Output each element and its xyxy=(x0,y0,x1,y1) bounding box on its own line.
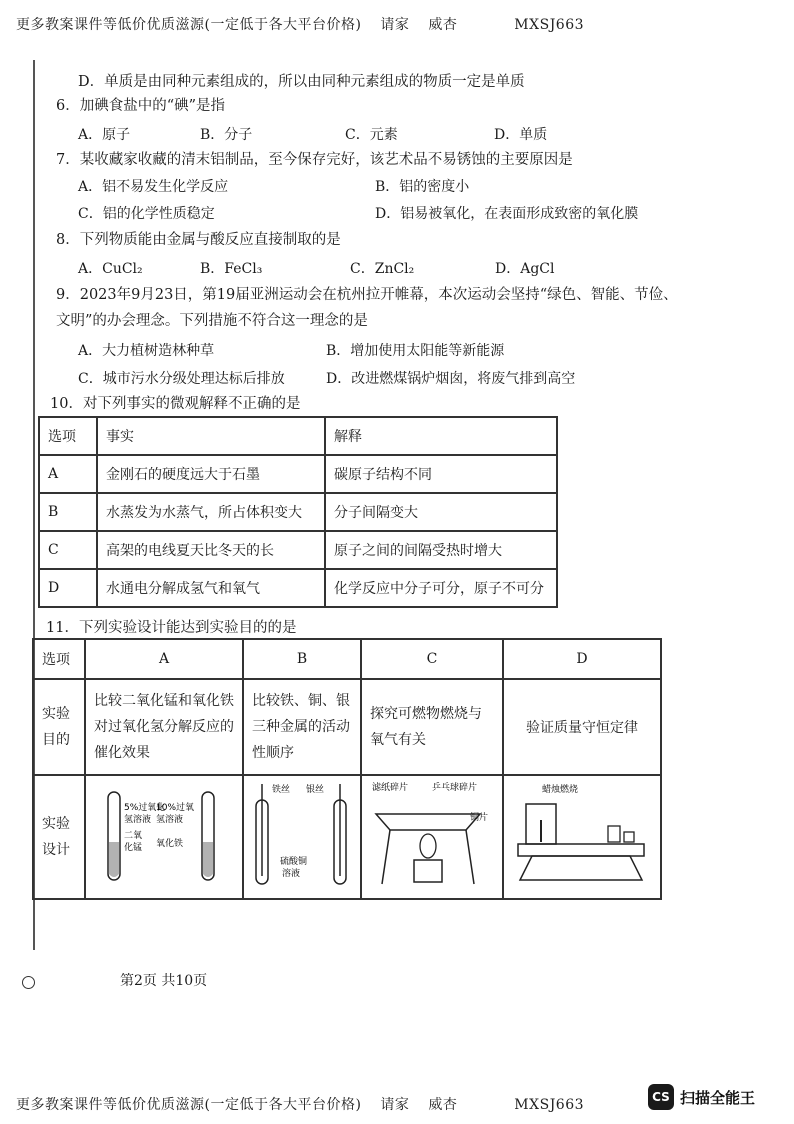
design-cell-a xyxy=(85,775,243,899)
q10-stem: 10．对下列事实的微观解释不正确的是 xyxy=(50,396,301,412)
table-cell: 金刚石的硬度远大于石墨 xyxy=(97,455,325,493)
q11-table xyxy=(32,638,662,900)
q6-option-b: B．分子 xyxy=(200,127,253,143)
header-name: 威杏 xyxy=(428,17,458,33)
q9-option-b: B．增加使用太阳能等新能源 xyxy=(326,343,505,359)
tripod-leg xyxy=(466,830,474,884)
header-cell: 选项 xyxy=(39,417,97,455)
table-row xyxy=(39,531,557,569)
header-cell: 选项 xyxy=(33,639,85,679)
label: 10%过氧 xyxy=(156,803,195,813)
table-row xyxy=(39,455,557,493)
table-cell: B xyxy=(39,493,97,531)
liquid-left xyxy=(109,842,119,877)
q11-stem: 11．下列实验设计能达到实验目的的是 xyxy=(46,620,297,636)
label: 5%过氧化 xyxy=(124,803,166,813)
copper-plate xyxy=(376,814,480,830)
q9-stem-line1: 9．2023年9月23日，第19届亚洲运动会在杭州拉开帷幕，本次运动会坚持“绿色、智能、节俭、 xyxy=(56,287,678,303)
label: 乒乓球碎片 xyxy=(432,783,478,793)
page-footer xyxy=(16,1094,584,1114)
table-cell: A xyxy=(39,455,97,493)
q8-stem: 8．下列物质能由金属与酸反应直接制取的是 xyxy=(56,232,341,248)
table-cell: 分子间隔变大 xyxy=(325,493,557,531)
table-cell: 水通电分解成氢气和氧气 xyxy=(97,569,325,607)
table-row xyxy=(39,493,557,531)
label: 银丝 xyxy=(306,785,325,795)
q9-option-d: D．改进燃煤锅炉烟囱，将废气排到高空 xyxy=(326,371,576,387)
q6-option-d: D．单质 xyxy=(494,127,548,143)
header-text: 更多教案课件等低价优质滋源(一定低于各大平台价格) xyxy=(16,17,362,33)
circle-mark xyxy=(22,976,35,989)
flame xyxy=(420,834,436,858)
table-header-row xyxy=(33,639,661,679)
table-cell: 比较铁、铜、银三种金属的活动性顺序 xyxy=(243,679,361,775)
camscanner-logo-icon: CS xyxy=(648,1084,674,1110)
design-cell-c xyxy=(361,775,503,899)
q8-option-c: C．ZnCl₂ xyxy=(350,261,415,277)
q9-option-a: A．大力植树造林种草 xyxy=(78,343,215,359)
label: 二氧 xyxy=(124,831,143,841)
label: 蜡烛燃烧 xyxy=(542,785,579,795)
test-tubes-figure xyxy=(94,780,234,890)
table-cell: 化学反应中分子可分，原子不可分 xyxy=(325,569,557,607)
q8-option-a: A．CuCl₂ xyxy=(78,261,143,277)
weight xyxy=(608,826,620,842)
header-code: MXSJ663 xyxy=(514,17,585,33)
q5-option-d: D．单质是由同种元素组成的，所以由同种元素组成的物质一定是单质 xyxy=(78,74,525,90)
combustion-figure xyxy=(370,780,494,890)
q7-option-b: B．铝的密度小 xyxy=(375,179,470,195)
header-cell: A xyxy=(85,639,243,679)
q7-option-c: C．铝的化学性质稳定 xyxy=(78,206,215,222)
row-label: 实验 设计 xyxy=(33,775,85,899)
table-cell: 水蒸发为水蒸气，所占体积变大 xyxy=(97,493,325,531)
label: 氢溶液 xyxy=(124,815,152,825)
label: 氧化铁 xyxy=(156,839,184,849)
balance-beam xyxy=(518,844,644,856)
table-row xyxy=(39,569,557,607)
table-cell: C xyxy=(39,531,97,569)
tripod-leg xyxy=(382,830,390,884)
balance-base xyxy=(520,856,642,880)
q6-option-a: A．原子 xyxy=(78,127,131,143)
q9-stem-line2: 文明”的办会理念。下列措施不符合这一理念的是 xyxy=(56,313,368,329)
footer-contact: 请家 xyxy=(380,1097,410,1113)
table-cell: 探究可燃物燃烧与氧气有关 xyxy=(361,679,503,775)
label: 氢溶液 xyxy=(156,815,184,825)
table-cell: 比较二氧化锰和氧化铁对过氧化氢分解反应的催化效果 xyxy=(85,679,243,775)
table-cell: 验证质量守恒定律 xyxy=(503,679,661,775)
table-cell: 高架的电线夏天比冬天的长 xyxy=(97,531,325,569)
header-cell: C xyxy=(361,639,503,679)
design-cell-d xyxy=(503,775,661,899)
page-number: 第2页 共10页 xyxy=(120,973,208,989)
label: 铁丝 xyxy=(272,785,291,795)
page-header xyxy=(16,14,584,34)
q7-option-a: A．铝不易发生化学反应 xyxy=(78,179,229,195)
q9-option-c: C．城市污水分级处理达标后排放 xyxy=(78,371,285,387)
q7-stem: 7．某收藏家收藏的清末铝制品，至今保存完好，该艺术品不易锈蚀的主要原因是 xyxy=(56,152,573,168)
header-cell: 事实 xyxy=(97,417,325,455)
label: 溶液 xyxy=(282,869,301,879)
q6-option-c: C．元素 xyxy=(345,127,398,143)
liquid-right xyxy=(203,842,213,877)
header-cell: D xyxy=(503,639,661,679)
label: 化锰 xyxy=(124,843,143,853)
table-row xyxy=(33,775,661,899)
row-label: 实验 目的 xyxy=(33,679,85,775)
camscanner-label: 扫描全能王 xyxy=(680,1088,756,1107)
footer-text: 更多教案课件等低价优质滋源(一定低于各大平台价格) xyxy=(16,1097,362,1113)
footer-code: MXSJ663 xyxy=(514,1097,585,1113)
q8-option-b: B．FeCl₃ xyxy=(200,261,263,277)
label: 滤纸碎片 xyxy=(372,783,409,793)
design-cell-b xyxy=(243,775,361,899)
table-cell: D xyxy=(39,569,97,607)
table-cell: 原子之间的间隔受热时增大 xyxy=(325,531,557,569)
q8-option-d: D．AgCl xyxy=(495,261,555,277)
q10-table xyxy=(38,416,558,608)
q6-stem: 6．加碘食盐中的“碘”是指 xyxy=(56,98,226,114)
label: 铜片 xyxy=(470,813,489,823)
alcohol-lamp xyxy=(414,860,442,882)
weight xyxy=(624,832,634,842)
header-contact: 请家 xyxy=(380,17,410,33)
table-row xyxy=(33,679,661,775)
header-cell: B xyxy=(243,639,361,679)
metal-wire-tubes-figure xyxy=(252,780,352,890)
label: 硫酸铜 xyxy=(280,857,308,867)
table-cell: 碳原子结构不同 xyxy=(325,455,557,493)
header-cell: 解释 xyxy=(325,417,557,455)
q7-option-d: D．铝易被氧化，在表面形成致密的氧化膜 xyxy=(375,206,639,222)
balance-figure xyxy=(512,780,652,890)
table-header-row xyxy=(39,417,557,455)
camscanner-badge xyxy=(648,1084,755,1110)
footer-name: 威杏 xyxy=(428,1097,458,1113)
